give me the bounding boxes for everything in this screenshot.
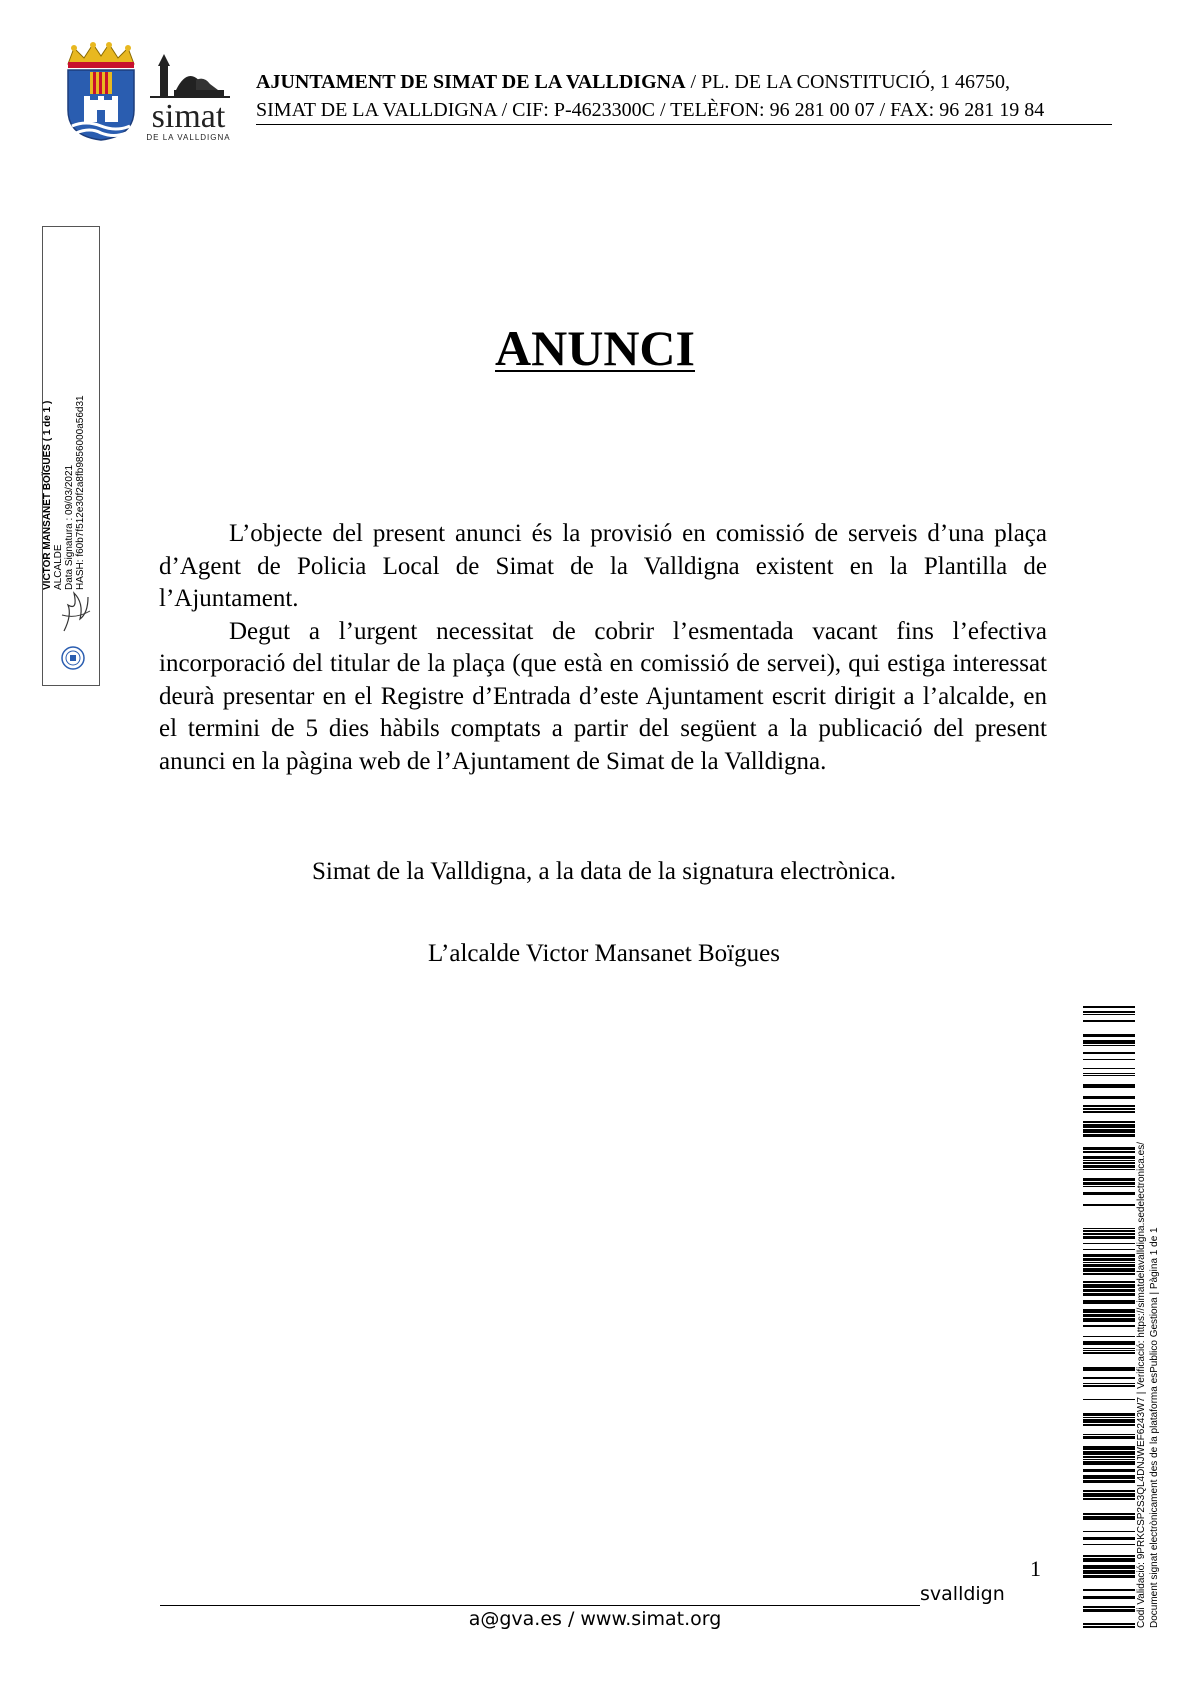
barcode-bar bbox=[1083, 1413, 1135, 1416]
barcode-bar bbox=[1083, 1424, 1135, 1426]
barcode-bar bbox=[1083, 1059, 1135, 1060]
barcode-bar bbox=[1083, 1341, 1135, 1345]
barcode-bar bbox=[1083, 1186, 1135, 1187]
barcode-bar bbox=[1083, 1451, 1135, 1455]
barcode-bar bbox=[1083, 1300, 1135, 1304]
header-fax: / FAX: 96 281 19 84 bbox=[879, 99, 1045, 121]
barcode-bar bbox=[1083, 1469, 1135, 1472]
barcode-bar bbox=[1083, 1134, 1135, 1137]
barcode-bar bbox=[1083, 1124, 1135, 1128]
barcode-bar bbox=[1083, 1147, 1135, 1150]
barcode-bar bbox=[1083, 1348, 1135, 1349]
footer-web: a@gva.es / www.simat.org bbox=[468, 1608, 722, 1630]
header-org-name: AJUNTAMENT DE SIMAT DE LA VALLDIGNA bbox=[256, 71, 686, 93]
barcode-bar bbox=[1083, 1192, 1135, 1195]
barcode-bar bbox=[1083, 1419, 1135, 1423]
place-and-date: Simat de la Valldigna, a la data de la signatura electrònica. bbox=[311, 858, 897, 885]
signature-hash: HASH: f60b7f512e30f2a8fb9856000a56d31 bbox=[75, 395, 86, 590]
barcode-bar bbox=[1083, 1178, 1135, 1181]
barcode-bar bbox=[1083, 1121, 1135, 1123]
barcode-bar bbox=[1083, 1383, 1135, 1384]
barcode-bar bbox=[1083, 1273, 1135, 1275]
header-rule bbox=[256, 124, 1112, 125]
barcode-bar bbox=[1083, 1575, 1135, 1578]
header-line-2 bbox=[256, 98, 1112, 122]
header-address: / PL. DE LA CONSTITUCIÓ, 1 46750, bbox=[690, 71, 1010, 93]
body-paragraph-1: L’objecte del present anunci és la provisió en comissió de serveis d’una plaça d’Agent de Policia Local de Simat de la Valldigna existent en la Plantilla de l’Ajuntament. bbox=[159, 520, 1047, 612]
barcode-bar bbox=[1083, 1258, 1135, 1261]
barcode-bar bbox=[1083, 1417, 1135, 1418]
barcode-bar bbox=[1083, 1162, 1135, 1164]
barcode-bar bbox=[1083, 1068, 1135, 1069]
barcode-bar bbox=[1083, 1006, 1135, 1008]
barcode-bar bbox=[1083, 1446, 1135, 1450]
simat-logo-subtitle: DE LA VALLDIGNA bbox=[146, 133, 231, 142]
barcode-bar bbox=[1083, 1156, 1135, 1159]
barcode bbox=[1083, 1006, 1135, 1628]
barcode-bar bbox=[1083, 1436, 1135, 1439]
barcode-bar bbox=[1083, 1020, 1135, 1022]
barcode-bar bbox=[1083, 1281, 1135, 1283]
barcode-bar bbox=[1083, 1011, 1135, 1013]
barcode-bar bbox=[1083, 1111, 1135, 1113]
handwritten-signature bbox=[58, 585, 94, 637]
barcode-bar bbox=[1083, 1105, 1135, 1107]
barcode-bar bbox=[1083, 1264, 1135, 1267]
barcode-bar bbox=[1083, 1243, 1135, 1244]
barcode-bar bbox=[1083, 1596, 1135, 1599]
barcode-bar bbox=[1083, 1513, 1135, 1515]
footer-right-text: svalldign bbox=[920, 1583, 1005, 1605]
barcode-bar bbox=[1083, 1254, 1135, 1257]
barcode-bar bbox=[1083, 1151, 1135, 1153]
barcode-bar bbox=[1083, 1493, 1135, 1497]
barcode-bar bbox=[1083, 1461, 1135, 1465]
barcode-bar bbox=[1083, 1350, 1135, 1351]
barcode-bar bbox=[1083, 1040, 1135, 1044]
barcode-bar bbox=[1083, 1558, 1135, 1562]
barcode-bar bbox=[1083, 1377, 1135, 1379]
verification-line-1: Codi Validació: 9PRKCSP2S3QL4DNJWEF6243W7 | Verificació: https://simatdelavalldigna.sedelectronica.es/ bbox=[1136, 1142, 1147, 1628]
barcode-bar bbox=[1083, 1516, 1135, 1520]
barcode-bar bbox=[1083, 1236, 1135, 1239]
barcode-bar bbox=[1083, 1490, 1135, 1492]
page-number: 1 bbox=[1030, 1556, 1041, 1581]
barcode-bar bbox=[1083, 1385, 1135, 1387]
barcode-bar bbox=[1083, 1034, 1135, 1037]
header-town: SIMAT DE LA VALLDIGNA bbox=[256, 99, 497, 121]
official-seal-icon bbox=[60, 645, 86, 671]
barcode-bar bbox=[1083, 1498, 1135, 1500]
barcode-bar bbox=[1083, 1314, 1135, 1317]
barcode-bar bbox=[1083, 1289, 1135, 1292]
barcode-bar bbox=[1083, 1537, 1135, 1540]
barcode-bar bbox=[1083, 1182, 1135, 1185]
signature-name: VICTOR MANSANET BOÏGUES ( 1 de 1 ) bbox=[42, 400, 53, 590]
footer-rule bbox=[160, 1605, 920, 1606]
signature-role: ALCALDE bbox=[53, 544, 64, 590]
barcode-bar bbox=[1083, 1456, 1135, 1458]
barcode-bar bbox=[1083, 1565, 1135, 1569]
barcode-bar bbox=[1083, 1165, 1135, 1168]
barcode-bar bbox=[1083, 1336, 1135, 1337]
barcode-bar bbox=[1083, 1352, 1135, 1354]
barcode-bar bbox=[1083, 1230, 1135, 1232]
barcode-bar bbox=[1083, 1531, 1135, 1532]
barcode-bar bbox=[1083, 1459, 1135, 1460]
barcode-bar bbox=[1083, 1367, 1135, 1371]
barcode-bar bbox=[1083, 1318, 1135, 1322]
barcode-bar bbox=[1083, 1073, 1135, 1074]
barcode-bar bbox=[1083, 1204, 1135, 1206]
barcode-bar bbox=[1083, 1160, 1135, 1161]
barcode-bar bbox=[1083, 1233, 1135, 1235]
simat-logo-word: simat bbox=[151, 98, 226, 135]
barcode-bar bbox=[1083, 1434, 1135, 1435]
barcode-bar bbox=[1083, 1014, 1135, 1015]
barcode-bar bbox=[1083, 1084, 1135, 1088]
barcode-bar bbox=[1083, 1249, 1135, 1250]
header-cif: / CIF: P-4623300C bbox=[501, 99, 655, 121]
barcode-bar bbox=[1083, 1108, 1135, 1110]
barcode-bar bbox=[1083, 1169, 1135, 1170]
barcode-bar bbox=[1083, 1045, 1135, 1046]
barcode-bar bbox=[1083, 1544, 1135, 1545]
barcode-bar bbox=[1083, 1570, 1135, 1574]
header-line-1 bbox=[256, 70, 1112, 94]
barcode-bar bbox=[1083, 1480, 1135, 1483]
header-phone: / TELÈFON: 96 281 00 07 bbox=[659, 99, 875, 121]
barcode-bar bbox=[1083, 1129, 1135, 1133]
barcode-bar bbox=[1083, 1309, 1135, 1313]
barcode-bar bbox=[1083, 1262, 1135, 1263]
verification-line-2: Document signat electrònicament des de la plataforma esPublico Gestiona | Pàgina 1 de 1 bbox=[1149, 1227, 1160, 1628]
barcode-bar bbox=[1083, 1555, 1135, 1557]
barcode-bar bbox=[1083, 1075, 1135, 1076]
barcode-bar bbox=[1083, 1228, 1135, 1229]
barcode-bar bbox=[1083, 1096, 1135, 1099]
municipal-crest-logo bbox=[60, 42, 142, 142]
signature-date: Data Signatura : 09/03/2021 bbox=[64, 464, 75, 590]
barcode-bar bbox=[1083, 1589, 1135, 1591]
barcode-bar bbox=[1083, 1399, 1135, 1400]
barcode-bar bbox=[1083, 1293, 1135, 1296]
barcode-bar bbox=[1083, 1284, 1135, 1288]
verification-text bbox=[1135, 1006, 1161, 1628]
body-paragraph-2: Degut a l’urgent necessitat de cobrir l’esmentada vacant fins l’efectiva incorporació del titular de la plaça (que està en comissió de servei), qui estiga interessat deurà presentar en el Registre d’Entrada d’este Ajuntament escrit dirigit a l’alcalde, en el termini de 5 dies hàbils comptats a partir del següent a la publicació del present anunci en la pàgina web de l’Ajuntament de Simat de la Valldigna. bbox=[159, 617, 1047, 775]
barcode-bar bbox=[1083, 1475, 1135, 1479]
document-title: ANUNCI bbox=[495, 320, 695, 376]
barcode-bar bbox=[1083, 1325, 1135, 1327]
barcode-bar bbox=[1083, 1052, 1135, 1054]
document-body bbox=[159, 518, 1047, 778]
barcode-bar bbox=[1083, 1268, 1135, 1272]
signer-line: L’alcalde Victor Mansanet Boïgues bbox=[428, 940, 780, 967]
